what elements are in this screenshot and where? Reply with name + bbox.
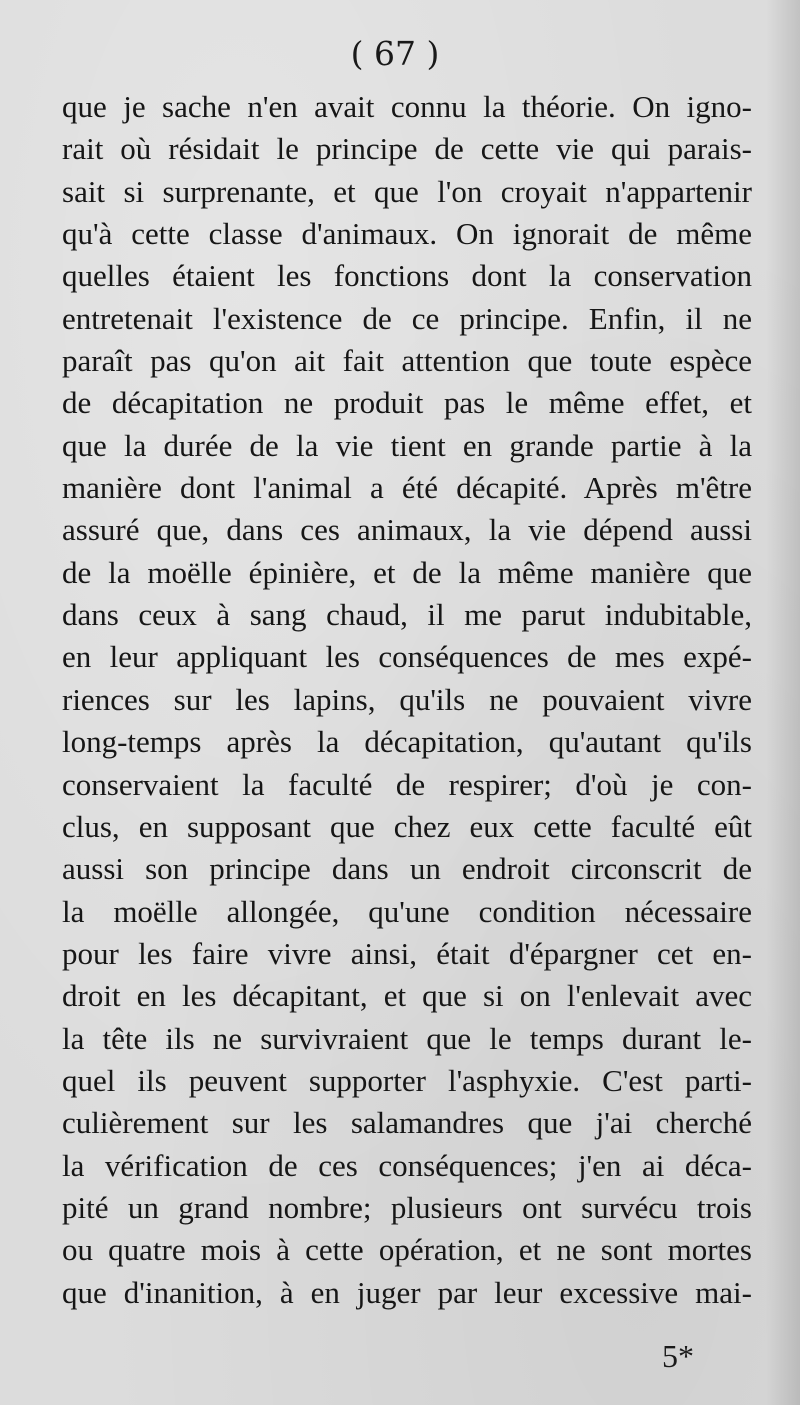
- text-line: que d'inanition, à en juger par leur excessive mai-: [62, 1274, 752, 1310]
- text-line: aussi son principe dans un endroit circonscrit de: [62, 851, 752, 887]
- text-line: sait si surprenante, et que l'on croyait n'appartenir: [62, 173, 752, 209]
- text-line: droit en les décapitant, et que si on l'enlevait avec: [62, 978, 752, 1014]
- text-line: culièrement sur les salamandres que j'ai cherché: [62, 1105, 752, 1141]
- page-number: ( 67 ): [350, 34, 440, 73]
- text-line: rait où résidait le principe de cette vie qui parais-: [62, 131, 752, 167]
- text-line: long-temps après la décapitation, qu'autant qu'ils: [62, 724, 752, 760]
- text-line: la tête ils ne survivraient que le temps durant le-: [62, 1020, 752, 1056]
- text-line: que la durée de la vie tient en grande partie à la: [62, 427, 752, 463]
- text-line: dans ceux à sang chaud, il me parut indubitable,: [62, 597, 752, 633]
- text-line: de la moëlle épinière, et de la même manière que: [62, 554, 752, 590]
- text-line: quelles étaient les fonctions dont la conservation: [62, 258, 752, 294]
- text-line: entretenait l'existence de ce principe. Enfin, il ne: [62, 300, 752, 336]
- text-line: qu'à cette classe d'animaux. On ignorait de même: [62, 216, 752, 252]
- text-line: que je sache n'en avait connu la théorie. On igno-: [62, 89, 752, 124]
- text-line: manière dont l'animal a été décapité. Après m'être: [62, 470, 752, 506]
- text-line: de décapitation ne produit pas le même effet, et: [62, 385, 752, 421]
- text-line: riences sur les lapins, qu'ils ne pouvaient vivre: [62, 681, 752, 717]
- body-text: [62, 86, 752, 1314]
- text-line: pité un grand nombre; plusieurs ont survécu trois: [62, 1189, 752, 1225]
- text-line: pour les faire vivre ainsi, était d'épargner cet en-: [62, 935, 752, 971]
- text-line: clus, en supposant que chez eux cette faculté eût: [62, 808, 752, 844]
- text-line: paraît pas qu'on ait fait attention que toute espèce: [62, 343, 752, 379]
- text-line: la vérification de ces conséquences; j'en ai déca-: [62, 1147, 752, 1183]
- page-edge-shadow: [766, 0, 800, 1405]
- signature-mark: 5*: [662, 1338, 694, 1374]
- text-line: quel ils peuvent supporter l'asphyxie. C'est parti-: [62, 1062, 752, 1098]
- text-line: conservaient la faculté de respirer; d'où je con-: [62, 766, 752, 802]
- text-line: en leur appliquant les conséquences de mes expé-: [62, 639, 752, 675]
- text-line: la moëlle allongée, qu'une condition nécessaire: [62, 893, 752, 929]
- text-line: assuré que, dans ces animaux, la vie dépend aussi: [62, 512, 752, 548]
- text-line: ou quatre mois à cette opération, et ne sont mortes: [62, 1232, 752, 1268]
